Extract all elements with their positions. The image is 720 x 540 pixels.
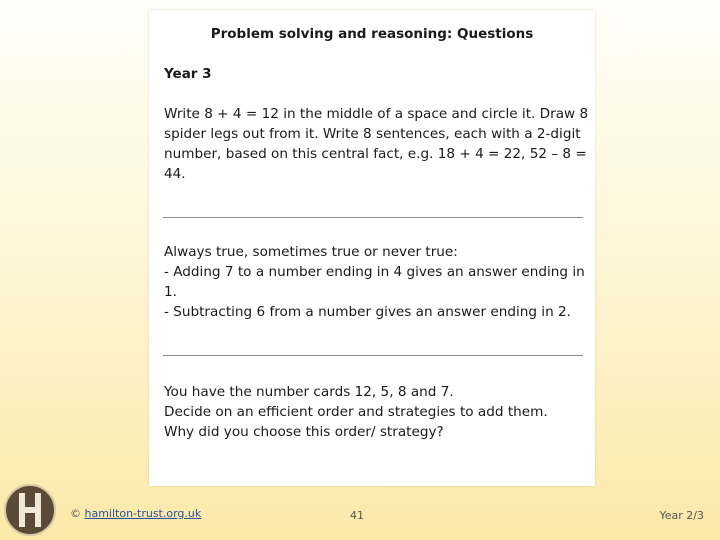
- question-2: Always true, sometimes true or never true: - Adding 7 to a number ending in 4 gives an answer ending in 1. - Subtracting 6 from a number gives an answer ending in 2.: [164, 244, 585, 320]
- question-3: You have the number cards 12, 5, 8 and 7. Decide on an efficient order and strategies to add them. Why did you choose this order/ strategy?: [164, 384, 548, 440]
- year-heading: Year 3: [164, 66, 212, 82]
- divider: [163, 355, 583, 356]
- divider: [163, 217, 583, 218]
- copyright-symbol: ©: [70, 507, 81, 520]
- copyright-link[interactable]: hamilton-trust.org.uk: [84, 507, 202, 520]
- hamilton-logo: [4, 484, 56, 536]
- copyright: [70, 507, 201, 520]
- page-title: Problem solving and reasoning: Questions: [210, 26, 534, 42]
- worksheet-page: [149, 10, 595, 486]
- h-letter-icon: [15, 490, 45, 530]
- page-number: 41: [350, 509, 364, 522]
- year-label: Year 2/3: [659, 509, 704, 522]
- question-1: Write 8 + 4 = 12 in the middle of a space and circle it. Draw 8 spider legs out from it. Write 8 sentences, each with a 2-digit number, based on this central fact, e.g. 18 + 4 = 22, 52 – 8 = 44.: [164, 106, 589, 182]
